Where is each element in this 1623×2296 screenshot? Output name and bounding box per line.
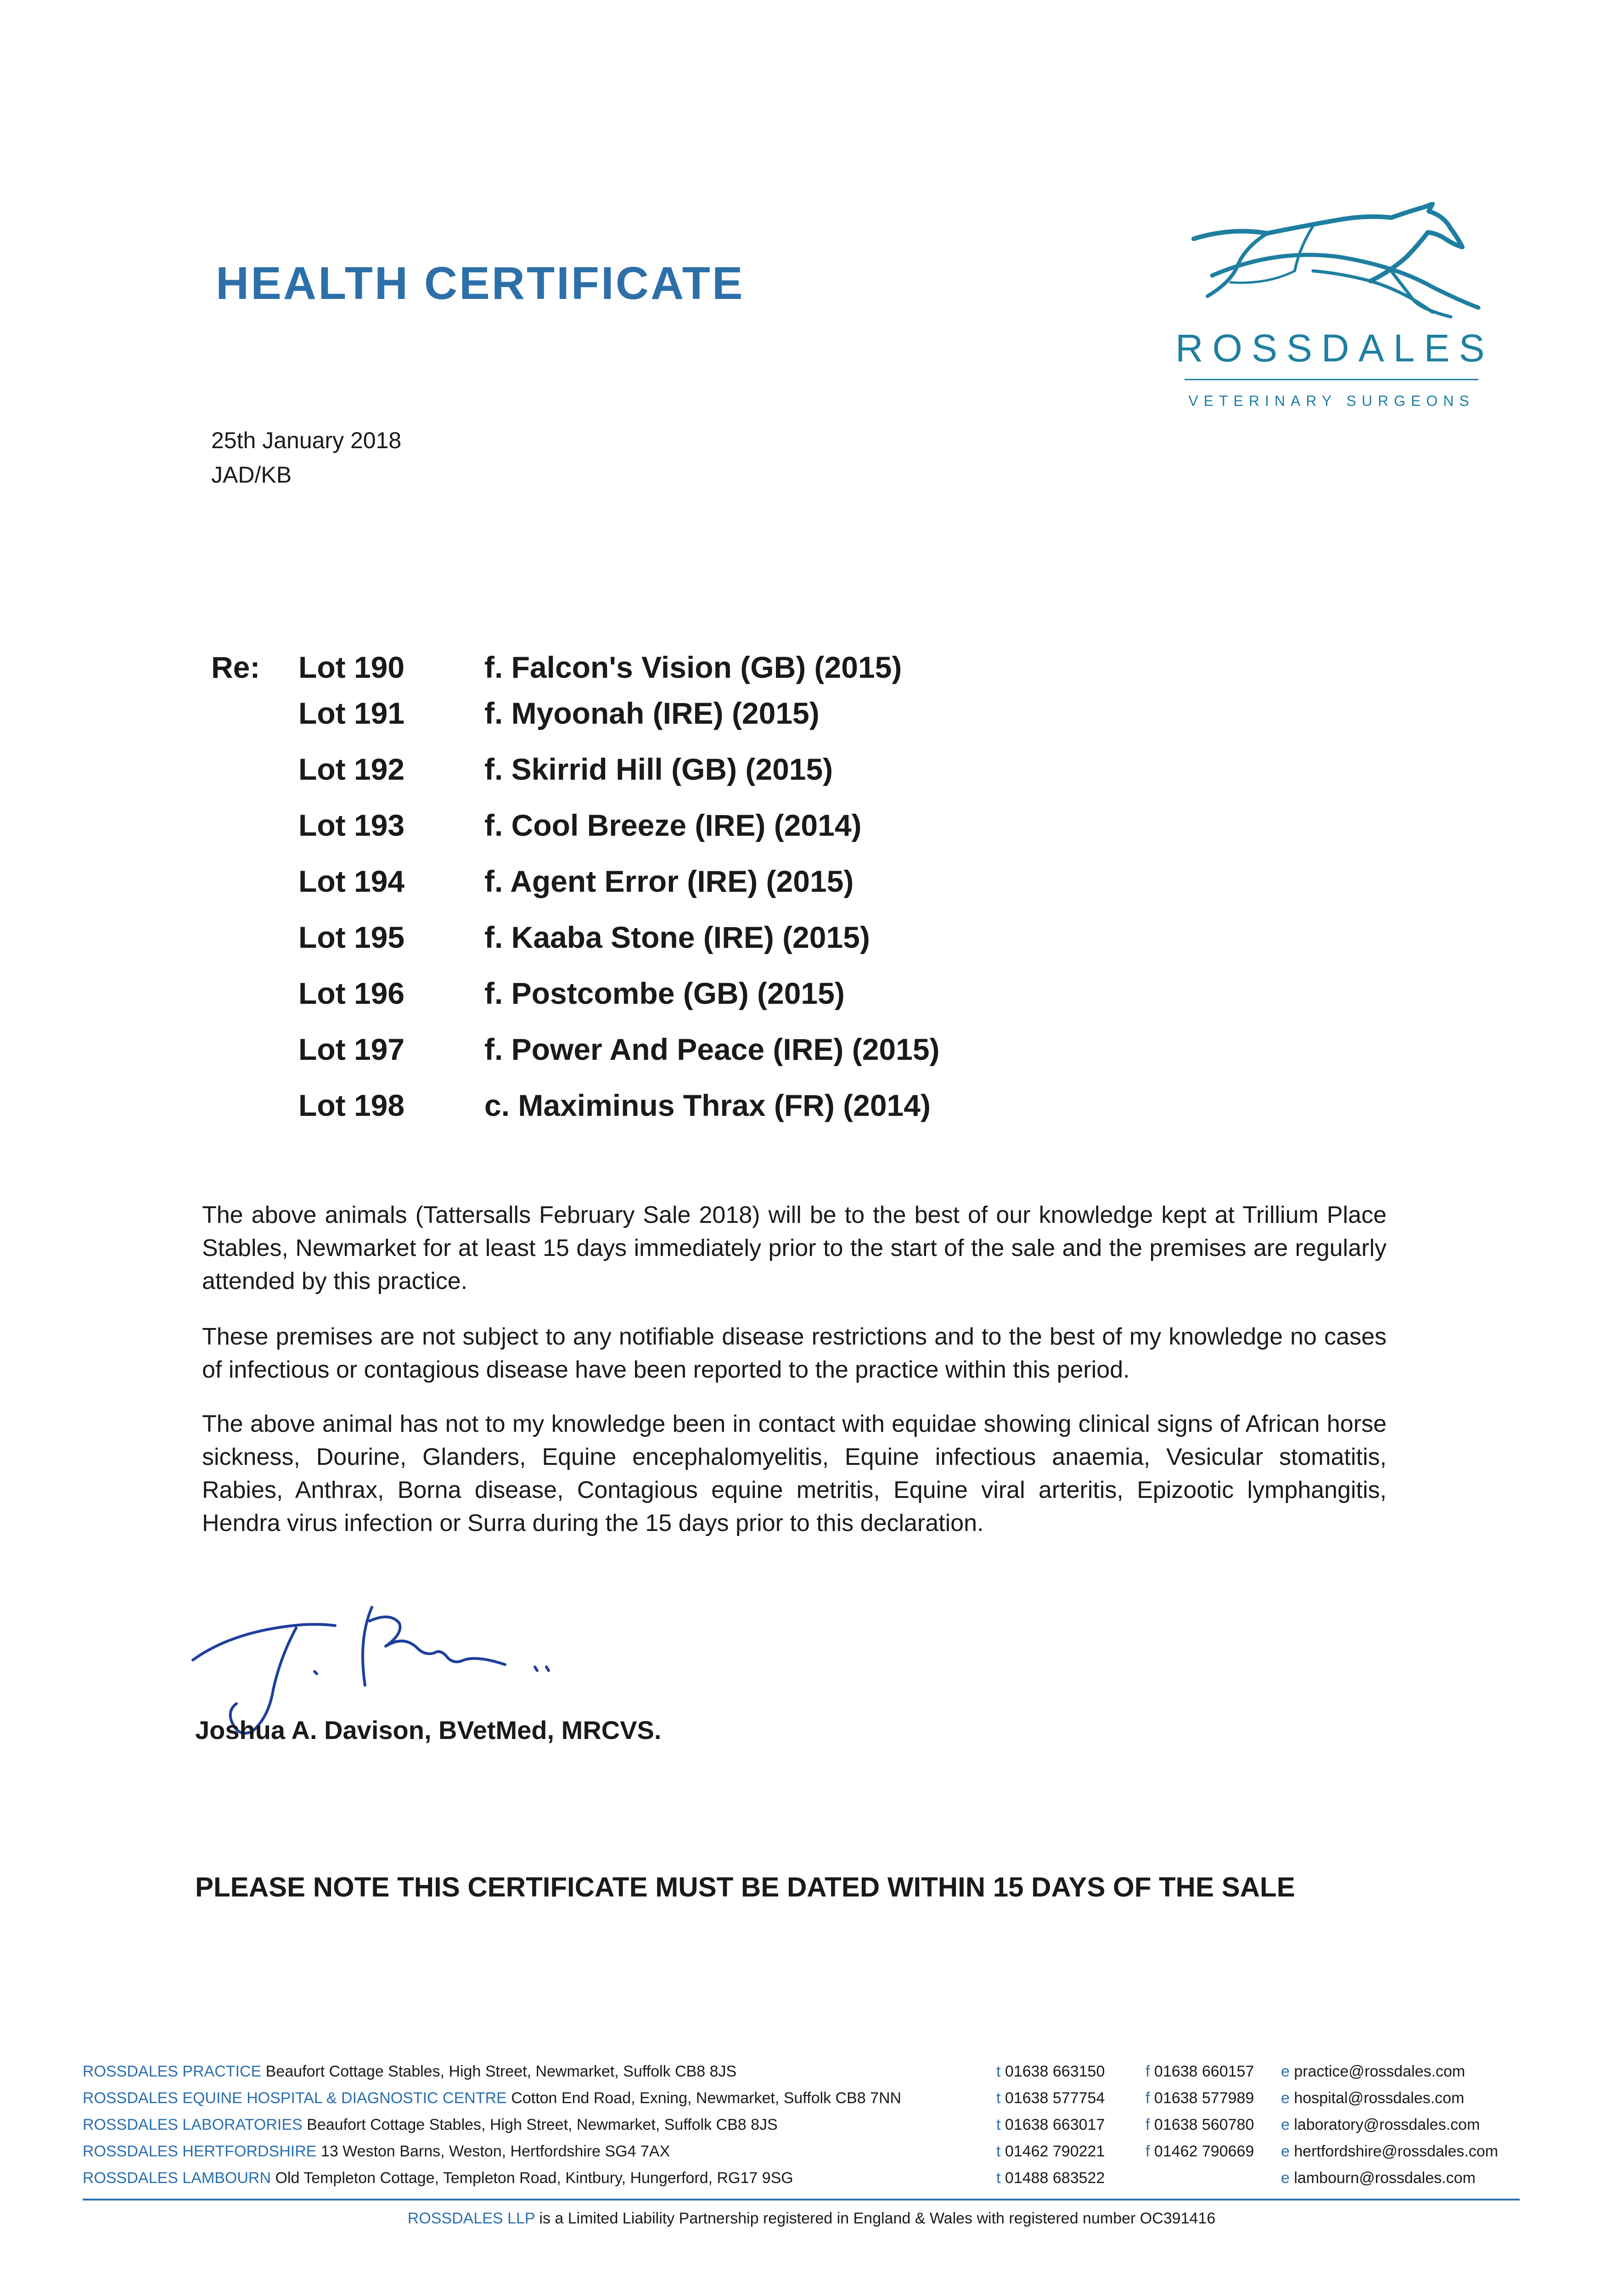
email-prefix: e — [1281, 2169, 1290, 2187]
horse-name: f. Myoonah (IRE) (2015) — [484, 696, 820, 730]
body-paragraph: These premises are not subject to any notifiable disease restrictions and to the best of my knowledge no cases of infectious or contagious disease have been reported to the practice within this period. — [202, 1323, 1387, 1383]
footer-email — [1281, 2089, 1464, 2107]
branch-fax: 01638 560780 — [1154, 2116, 1254, 2133]
branch-name: ROSSDALES EQUINE HOSPITAL & DIAGNOSTIC CENTRE — [83, 2089, 507, 2107]
lot-row — [0, 1032, 1623, 1078]
branch-name: ROSSDALES LABORATORIES — [83, 2116, 303, 2133]
branch-email: practice@rossdales.com — [1294, 2063, 1466, 2080]
tel-prefix: t — [996, 2089, 1001, 2107]
branch-tel: 01462 790221 — [1005, 2143, 1105, 2160]
branch-fax: 01638 577989 — [1154, 2089, 1254, 2107]
branch-name: ROSSDALES HERTFORDSHIRE — [83, 2143, 317, 2160]
footer-branch — [83, 2169, 793, 2187]
branch-email: hospital@rossdales.com — [1294, 2089, 1465, 2107]
footer-fax — [1146, 2116, 1254, 2134]
footer-phone — [996, 2089, 1105, 2107]
lot-number: Lot 192 — [298, 752, 405, 786]
email-prefix: e — [1281, 2143, 1290, 2160]
footer-branch-row — [0, 2116, 1623, 2143]
branch-address: 13 Weston Barns, Weston, Hertfordshire SG4 7AX — [320, 2143, 670, 2160]
branch-email: hertfordshire@rossdales.com — [1294, 2143, 1498, 2160]
llp-brand: ROSSDALES LLP — [407, 2210, 535, 2227]
horse-name: f. Postcombe (GB) (2015) — [484, 976, 845, 1010]
llp-text: is a Limited Liability Partnership registered in England & Wales with registered number OC391416 — [539, 2210, 1216, 2227]
lot-row — [0, 650, 1623, 696]
rossdales-logo — [1175, 202, 1494, 422]
body-paragraph: The above animals (Tattersalls February Sale 2018) will be to the best of our knowledge kept at Trillium Place Stables, Newmarket for at least 15 days immediately prior to the start of the sale and the premises are regularly attended by this practice. — [202, 1202, 1387, 1294]
fax-prefix: f — [1146, 2116, 1150, 2133]
horse-name: f. Agent Error (IRE) (2015) — [484, 864, 854, 898]
fax-prefix: f — [1146, 2063, 1150, 2080]
tel-prefix: t — [996, 2143, 1001, 2160]
branch-tel: 01488 683522 — [1005, 2169, 1105, 2187]
horse-name: c. Maximinus Thrax (FR) (2014) — [484, 1088, 931, 1122]
logo-divider — [1185, 379, 1478, 380]
fax-prefix: f — [1146, 2089, 1150, 2107]
email-prefix: e — [1281, 2116, 1290, 2133]
footer-fax — [1146, 2143, 1254, 2161]
lot-number: Lot 196 — [298, 976, 405, 1010]
footer-fax — [1146, 2089, 1254, 2107]
branch-tel: 01638 577754 — [1005, 2089, 1105, 2107]
lot-row — [0, 1088, 1623, 1134]
branch-tel: 01638 663150 — [1005, 2063, 1105, 2080]
email-prefix: e — [1281, 2089, 1290, 2107]
footer-phone — [996, 2169, 1105, 2187]
lot-row — [0, 808, 1623, 854]
footer-branch-row — [0, 2143, 1623, 2169]
lot-row — [0, 976, 1623, 1022]
lot-number: Lot 198 — [298, 1088, 405, 1122]
footer-email — [1281, 2063, 1465, 2081]
horse-name: f. Skirrid Hill (GB) (2015) — [484, 752, 833, 786]
footer-branch-row — [0, 2089, 1623, 2116]
lot-number: Lot 195 — [298, 920, 405, 954]
branch-email: laboratory@rossdales.com — [1294, 2116, 1480, 2133]
horse-logo-icon — [1175, 202, 1488, 326]
footer-branch — [83, 2089, 901, 2107]
lot-row — [0, 752, 1623, 798]
fax-prefix: f — [1146, 2143, 1150, 2160]
footer-phone — [996, 2116, 1105, 2134]
footer-fax — [1146, 2063, 1254, 2081]
branch-address: Cotton End Road, Exning, Newmarket, Suffolk CB8 7NN — [511, 2089, 902, 2107]
signatory-name: Joshua A. Davison, BVetMed, MRCVS. — [195, 1716, 662, 1745]
lot-row — [0, 696, 1623, 742]
lot-number: Lot 191 — [298, 696, 405, 730]
branch-address: Beaufort Cottage Stables, High Street, Newmarket, Suffolk CB8 8JS — [265, 2063, 737, 2080]
branch-tel: 01638 663017 — [1005, 2116, 1105, 2133]
footer-branch — [83, 2116, 778, 2134]
branch-fax: 01462 790669 — [1154, 2143, 1254, 2160]
re-label: Re: — [211, 650, 260, 684]
lot-row — [0, 864, 1623, 910]
horse-name: f. Cool Breeze (IRE) (2014) — [484, 808, 862, 842]
lot-row — [0, 920, 1623, 966]
footer-branch-row — [0, 2063, 1623, 2089]
tel-prefix: t — [996, 2169, 1001, 2187]
footer-branch-row — [0, 2169, 1623, 2196]
branch-name: ROSSDALES LAMBOURN — [83, 2169, 271, 2187]
lot-number: Lot 197 — [298, 1032, 405, 1066]
logo-subtitle: VETERINARY SURGEONS — [1188, 393, 1475, 409]
footer-divider — [83, 2199, 1520, 2200]
footer-branch — [83, 2143, 670, 2161]
logo-name: ROSSDALES — [1175, 326, 1494, 370]
sale-date-notice: PLEASE NOTE THIS CERTIFICATE MUST BE DATED WITHIN 15 DAYS OF THE SALE — [195, 1872, 1295, 1902]
lot-number: Lot 190 — [298, 650, 405, 684]
horse-name: f. Falcon's Vision (GB) (2015) — [484, 650, 902, 684]
footer-email — [1281, 2143, 1498, 2161]
page-title: HEALTH CERTIFICATE — [216, 258, 745, 309]
branch-address: Beaufort Cottage Stables, High Street, Newmarket, Suffolk CB8 8JS — [307, 2116, 778, 2133]
footer-branch — [83, 2063, 736, 2081]
body-paragraph: The above animal has not to my knowledge been in contact with equidae showing clinical signs of African horse sickness, Dourine, Glanders, Equine encephalomyelitis, Equine infectious anaemia, Vesicular stomatitis, Rabies, Anthrax, Borna disease, Contagious equine metritis, Equine viral arteritis, Epizootic lymphangitis, Hendra virus infection or Surra during the 15 days prior to this declaration. — [202, 1411, 1387, 1536]
branch-email: lambourn@rossdales.com — [1294, 2169, 1476, 2187]
tel-prefix: t — [996, 2063, 1001, 2080]
horse-name: f. Kaaba Stone (IRE) (2015) — [484, 920, 870, 954]
horse-name: f. Power And Peace (IRE) (2015) — [484, 1032, 940, 1066]
footer-phone — [996, 2063, 1105, 2081]
branch-name: ROSSDALES PRACTICE — [83, 2063, 262, 2080]
email-prefix: e — [1281, 2063, 1290, 2080]
letter-reference: JAD/KB — [211, 462, 292, 488]
footer-email — [1281, 2116, 1480, 2134]
lot-number: Lot 193 — [298, 808, 405, 842]
branch-fax: 01638 660157 — [1154, 2063, 1254, 2080]
tel-prefix: t — [996, 2116, 1001, 2133]
llp-registration — [0, 2210, 1623, 2228]
footer-email — [1281, 2169, 1476, 2187]
footer-phone — [996, 2143, 1105, 2161]
branch-address: Old Templeton Cottage, Templeton Road, Kintbury, Hungerford, RG17 9SG — [275, 2169, 793, 2187]
letter-date: 25th January 2018 — [211, 428, 402, 453]
lot-number: Lot 194 — [298, 864, 405, 898]
